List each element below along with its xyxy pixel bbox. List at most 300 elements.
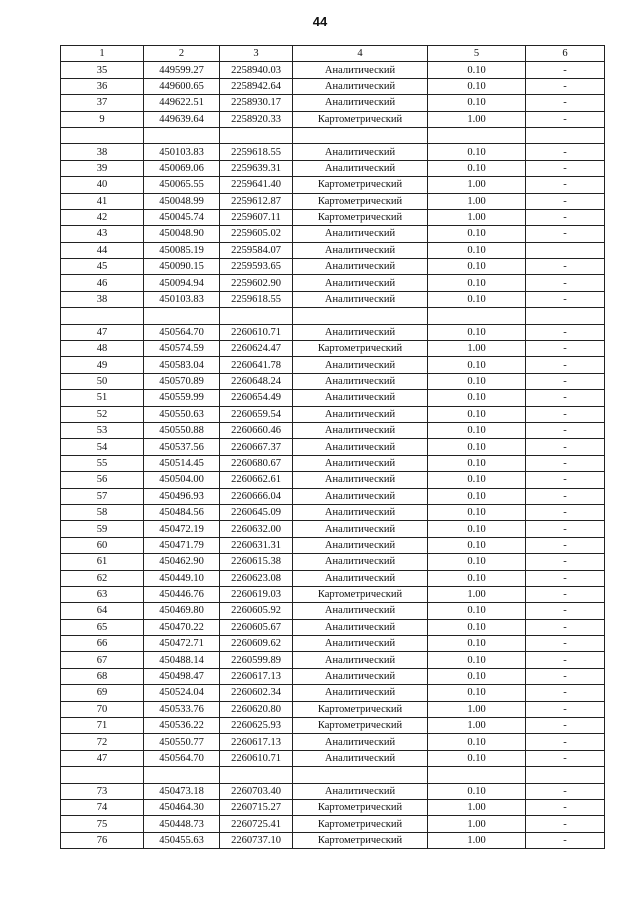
table-cell: Аналитический: [293, 439, 428, 455]
column-header: 1: [61, 46, 144, 62]
table-cell: 450470.22: [144, 619, 220, 635]
table-cell: Аналитический: [293, 570, 428, 586]
table-cell: Аналитический: [293, 619, 428, 635]
table-cell: 2260631.31: [220, 537, 293, 553]
table-cell: -: [526, 488, 605, 504]
table-cell: -: [526, 406, 605, 422]
table-row: [61, 685, 605, 701]
table-cell: 2260620.80: [220, 701, 293, 717]
table-cell: 449639.64: [144, 111, 220, 127]
table-row: [61, 291, 605, 307]
table-cell: Аналитический: [293, 554, 428, 570]
table-cell: 75: [61, 816, 144, 832]
table-row: [61, 488, 605, 504]
table-cell: 2260660.46: [220, 422, 293, 438]
table-cell: -: [526, 603, 605, 619]
table-cell: 450473.18: [144, 783, 220, 799]
table-cell: Аналитический: [293, 668, 428, 684]
table-cell: 2260609.62: [220, 636, 293, 652]
table-cell: 0.10: [428, 160, 526, 176]
table-cell: Аналитический: [293, 783, 428, 799]
table-cell: -: [526, 832, 605, 848]
table-cell: -: [526, 537, 605, 553]
table-cell: 450471.79: [144, 537, 220, 553]
table-cell: 64: [61, 603, 144, 619]
table-gap-row: [61, 767, 605, 783]
table-row: [61, 619, 605, 635]
table-cell: -: [526, 816, 605, 832]
table-cell: 0.10: [428, 406, 526, 422]
table-cell: Аналитический: [293, 390, 428, 406]
table-cell: 2259639.31: [220, 160, 293, 176]
table-row: [61, 668, 605, 684]
table-cell: 1.00: [428, 718, 526, 734]
table-cell: -: [526, 586, 605, 602]
table-cell: 67: [61, 652, 144, 668]
table-cell: -: [526, 439, 605, 455]
table-cell: Аналитический: [293, 750, 428, 766]
table-cell: [293, 127, 428, 143]
table-cell: [293, 767, 428, 783]
table-cell: -: [526, 144, 605, 160]
table-cell: 37: [61, 95, 144, 111]
table-cell: [526, 127, 605, 143]
table-cell: [220, 127, 293, 143]
table-cell: Аналитический: [293, 685, 428, 701]
table-cell: 450488.14: [144, 652, 220, 668]
table-header-row: [61, 46, 605, 62]
table-cell: 450090.15: [144, 259, 220, 275]
table-cell: 45: [61, 259, 144, 275]
table-cell: [428, 767, 526, 783]
table-cell: 68: [61, 668, 144, 684]
table-cell: -: [526, 390, 605, 406]
table-cell: 450514.45: [144, 455, 220, 471]
table-cell: 450564.70: [144, 750, 220, 766]
table-cell: Аналитический: [293, 537, 428, 553]
table-cell: Аналитический: [293, 603, 428, 619]
table-cell: 2259593.65: [220, 259, 293, 275]
table-cell: 2260725.41: [220, 816, 293, 832]
table-row: [61, 390, 605, 406]
table-cell: Картометрический: [293, 111, 428, 127]
table-cell: 2260645.09: [220, 504, 293, 520]
table-cell: 450504.00: [144, 472, 220, 488]
table-cell: 0.10: [428, 521, 526, 537]
table-cell: 59: [61, 521, 144, 537]
table-cell: 2259605.02: [220, 226, 293, 242]
table-cell: Аналитический: [293, 160, 428, 176]
table-cell: 2259618.55: [220, 144, 293, 160]
table-cell: Картометрический: [293, 816, 428, 832]
table-cell: 0.10: [428, 95, 526, 111]
table-cell: 41: [61, 193, 144, 209]
table-cell: 2258930.17: [220, 95, 293, 111]
table-cell: 72: [61, 734, 144, 750]
table-cell: [144, 127, 220, 143]
table-cell: -: [526, 718, 605, 734]
table-cell: -: [526, 783, 605, 799]
table-cell: Аналитический: [293, 95, 428, 111]
table-cell: 450103.83: [144, 144, 220, 160]
table-cell: -: [526, 554, 605, 570]
table-row: [61, 111, 605, 127]
table-cell: 0.10: [428, 570, 526, 586]
table-cell: -: [526, 422, 605, 438]
table-cell: Аналитический: [293, 357, 428, 373]
table-cell: Аналитический: [293, 422, 428, 438]
table-cell: 74: [61, 799, 144, 815]
table-cell: 450564.70: [144, 324, 220, 340]
table-cell: 9: [61, 111, 144, 127]
table-cell: 2260624.47: [220, 341, 293, 357]
table-cell: 54: [61, 439, 144, 455]
table-row: [61, 144, 605, 160]
table-cell: [61, 767, 144, 783]
table-cell: 450574.59: [144, 341, 220, 357]
table-cell: 2260737.10: [220, 832, 293, 848]
table-cell: -: [526, 750, 605, 766]
table-cell: 2260654.49: [220, 390, 293, 406]
table-cell: 0.10: [428, 357, 526, 373]
table-cell: -: [526, 619, 605, 635]
table-cell: 63: [61, 586, 144, 602]
table-cell: 70: [61, 701, 144, 717]
table-cell: [144, 308, 220, 324]
table-cell: Аналитический: [293, 652, 428, 668]
table-cell: 39: [61, 160, 144, 176]
table-cell: 40: [61, 177, 144, 193]
table-row: [61, 455, 605, 471]
table-cell: 35: [61, 62, 144, 78]
table-cell: Аналитический: [293, 373, 428, 389]
table-cell: -: [526, 701, 605, 717]
table-cell: Картометрический: [293, 209, 428, 225]
table-cell: 450094.94: [144, 275, 220, 291]
table-cell: 66: [61, 636, 144, 652]
column-header: 2: [144, 46, 220, 62]
table-cell: -: [526, 78, 605, 94]
table-cell: 0.10: [428, 750, 526, 766]
table-row: [61, 472, 605, 488]
table-cell: 2260615.38: [220, 554, 293, 570]
table-cell: 0.10: [428, 324, 526, 340]
table-cell: 48: [61, 341, 144, 357]
table-cell: 2258920.33: [220, 111, 293, 127]
table-cell: 0.10: [428, 455, 526, 471]
table-cell: 2258942.64: [220, 78, 293, 94]
table-cell: 46: [61, 275, 144, 291]
table-cell: 0.10: [428, 62, 526, 78]
table-cell: 36: [61, 78, 144, 94]
table-row: [61, 160, 605, 176]
table-cell: -: [526, 799, 605, 815]
table-cell: 2259618.55: [220, 291, 293, 307]
table-cell: 450583.04: [144, 357, 220, 373]
table-cell: 450448.73: [144, 816, 220, 832]
table-cell: 0.10: [428, 636, 526, 652]
table-row: [61, 652, 605, 668]
table-cell: 62: [61, 570, 144, 586]
table-cell: Картометрический: [293, 586, 428, 602]
table-row: [61, 701, 605, 717]
table-cell: 2260623.08: [220, 570, 293, 586]
table-cell: Аналитический: [293, 78, 428, 94]
table-cell: 2260610.71: [220, 750, 293, 766]
table-cell: 450469.80: [144, 603, 220, 619]
table-cell: Картометрический: [293, 832, 428, 848]
table-cell: 69: [61, 685, 144, 701]
table-cell: 2260602.34: [220, 685, 293, 701]
table-cell: Аналитический: [293, 226, 428, 242]
table-cell: Аналитический: [293, 259, 428, 275]
table-cell: 2258940.03: [220, 62, 293, 78]
table-row: [61, 816, 605, 832]
table-cell: [428, 308, 526, 324]
table-cell: -: [526, 95, 605, 111]
table-cell: -: [526, 455, 605, 471]
table-row: [61, 275, 605, 291]
table-cell: [220, 308, 293, 324]
table-cell: 38: [61, 144, 144, 160]
table-cell: 2259607.11: [220, 209, 293, 225]
table-cell: 2260625.93: [220, 718, 293, 734]
table-cell: 450559.99: [144, 390, 220, 406]
table-cell: [526, 242, 605, 258]
table-cell: 450472.19: [144, 521, 220, 537]
table-cell: 450537.56: [144, 439, 220, 455]
table-cell: -: [526, 472, 605, 488]
table-cell: 0.10: [428, 685, 526, 701]
table-cell: Картометрический: [293, 718, 428, 734]
table-cell: 0.10: [428, 652, 526, 668]
table-cell: 47: [61, 750, 144, 766]
table-cell: 38: [61, 291, 144, 307]
table-gap-row: [61, 308, 605, 324]
table-cell: 2260632.00: [220, 521, 293, 537]
table-cell: 0.10: [428, 291, 526, 307]
table-cell: 450484.56: [144, 504, 220, 520]
table-cell: 450536.22: [144, 718, 220, 734]
table-cell: 450048.90: [144, 226, 220, 242]
table-cell: 0.10: [428, 144, 526, 160]
table-cell: Аналитический: [293, 636, 428, 652]
table-row: [61, 439, 605, 455]
table-row: [61, 259, 605, 275]
table-cell: 49: [61, 357, 144, 373]
table-cell: 450464.30: [144, 799, 220, 815]
table-cell: 0.10: [428, 783, 526, 799]
table-cell: [526, 308, 605, 324]
table-cell: Картометрический: [293, 341, 428, 357]
table-cell: 2260641.78: [220, 357, 293, 373]
table-cell: 73: [61, 783, 144, 799]
table-cell: 2260715.27: [220, 799, 293, 815]
table-cell: -: [526, 291, 605, 307]
table-cell: 450550.63: [144, 406, 220, 422]
table-cell: 65: [61, 619, 144, 635]
table-cell: Аналитический: [293, 291, 428, 307]
table-cell: 450446.76: [144, 586, 220, 602]
table-cell: -: [526, 111, 605, 127]
table-cell: 0.10: [428, 373, 526, 389]
table-cell: Картометрический: [293, 193, 428, 209]
table-cell: 2260617.13: [220, 734, 293, 750]
table-cell: 1.00: [428, 341, 526, 357]
table-cell: 1.00: [428, 209, 526, 225]
table-cell: 449622.51: [144, 95, 220, 111]
table-cell: 47: [61, 324, 144, 340]
table-cell: 2260680.67: [220, 455, 293, 471]
table-cell: -: [526, 209, 605, 225]
table-cell: 2260703.40: [220, 783, 293, 799]
table-cell: -: [526, 324, 605, 340]
page-number: 44: [312, 14, 328, 29]
table-cell: 0.10: [428, 422, 526, 438]
table-row: [61, 324, 605, 340]
table-row: [61, 718, 605, 734]
table-cell: -: [526, 275, 605, 291]
table-gap-row: [61, 127, 605, 143]
table-cell: -: [526, 177, 605, 193]
table-cell: 0.10: [428, 226, 526, 242]
table-cell: Аналитический: [293, 734, 428, 750]
table-cell: -: [526, 259, 605, 275]
table-row: [61, 832, 605, 848]
table-cell: Аналитический: [293, 504, 428, 520]
table-body: [61, 62, 605, 849]
table-cell: 2260617.13: [220, 668, 293, 684]
table-cell: 449599.27: [144, 62, 220, 78]
table-cell: 450498.47: [144, 668, 220, 684]
table-cell: -: [526, 668, 605, 684]
table-cell: 450570.89: [144, 373, 220, 389]
table-row: [61, 422, 605, 438]
table-cell: 2260667.37: [220, 439, 293, 455]
table-cell: 0.10: [428, 554, 526, 570]
table-cell: Аналитический: [293, 324, 428, 340]
table-cell: [61, 127, 144, 143]
table-cell: 53: [61, 422, 144, 438]
table-cell: [220, 767, 293, 783]
table-cell: 1.00: [428, 193, 526, 209]
table-cell: 450103.83: [144, 291, 220, 307]
table-cell: 450455.63: [144, 832, 220, 848]
table-cell: -: [526, 373, 605, 389]
table-cell: Аналитический: [293, 242, 428, 258]
table-cell: 2259602.90: [220, 275, 293, 291]
table-cell: 52: [61, 406, 144, 422]
table-cell: Аналитический: [293, 275, 428, 291]
table-cell: 450533.76: [144, 701, 220, 717]
table-cell: 50: [61, 373, 144, 389]
table-cell: 450065.55: [144, 177, 220, 193]
table-cell: 0.10: [428, 488, 526, 504]
table-cell: 57: [61, 488, 144, 504]
table-cell: 2260610.71: [220, 324, 293, 340]
table-cell: 0.10: [428, 504, 526, 520]
table-cell: [526, 767, 605, 783]
table-row: [61, 177, 605, 193]
table-cell: 44: [61, 242, 144, 258]
table-cell: 60: [61, 537, 144, 553]
table-cell: 1.00: [428, 586, 526, 602]
table-cell: 58: [61, 504, 144, 520]
table-row: [61, 783, 605, 799]
table-row: [61, 242, 605, 258]
table-cell: -: [526, 734, 605, 750]
table-cell: [428, 127, 526, 143]
table-row: [61, 636, 605, 652]
table-cell: 0.10: [428, 619, 526, 635]
table-cell: Аналитический: [293, 144, 428, 160]
table-cell: 0.10: [428, 472, 526, 488]
table-row: [61, 406, 605, 422]
table-cell: Картометрический: [293, 799, 428, 815]
table-cell: 450048.99: [144, 193, 220, 209]
table-cell: 1.00: [428, 701, 526, 717]
table-cell: 0.10: [428, 275, 526, 291]
table-cell: 449600.65: [144, 78, 220, 94]
table-cell: 0.10: [428, 439, 526, 455]
table-cell: 1.00: [428, 111, 526, 127]
table-cell: -: [526, 160, 605, 176]
table-row: [61, 537, 605, 553]
column-header: 3: [220, 46, 293, 62]
table-cell: [144, 767, 220, 783]
table-row: [61, 78, 605, 94]
table-cell: 2259612.87: [220, 193, 293, 209]
table-cell: 2260659.54: [220, 406, 293, 422]
table-cell: 450496.93: [144, 488, 220, 504]
table-cell: 51: [61, 390, 144, 406]
table-cell: 2260666.04: [220, 488, 293, 504]
table-cell: Аналитический: [293, 406, 428, 422]
table-cell: 61: [61, 554, 144, 570]
table-cell: 1.00: [428, 816, 526, 832]
table-cell: 76: [61, 832, 144, 848]
table-cell: -: [526, 521, 605, 537]
table-cell: 0.10: [428, 242, 526, 258]
table-cell: 450550.88: [144, 422, 220, 438]
table-cell: 2260605.92: [220, 603, 293, 619]
table-row: [61, 226, 605, 242]
table-cell: 2259641.40: [220, 177, 293, 193]
table-cell: -: [526, 62, 605, 78]
column-header: 4: [293, 46, 428, 62]
table-cell: -: [526, 226, 605, 242]
table-cell: Аналитический: [293, 455, 428, 471]
table-row: [61, 750, 605, 766]
table-cell: -: [526, 652, 605, 668]
table-cell: 0.10: [428, 668, 526, 684]
table-cell: 2260619.03: [220, 586, 293, 602]
table-cell: 2259584.07: [220, 242, 293, 258]
table-cell: 450524.04: [144, 685, 220, 701]
table-cell: 450449.10: [144, 570, 220, 586]
table-cell: 450045.74: [144, 209, 220, 225]
table-cell: -: [526, 357, 605, 373]
table-cell: Аналитический: [293, 488, 428, 504]
table-cell: Картометрический: [293, 701, 428, 717]
table-cell: -: [526, 685, 605, 701]
table-cell: -: [526, 504, 605, 520]
table-cell: 1.00: [428, 832, 526, 848]
table-row: [61, 521, 605, 537]
table-cell: 450085.19: [144, 242, 220, 258]
table-row: [61, 341, 605, 357]
table-row: [61, 373, 605, 389]
